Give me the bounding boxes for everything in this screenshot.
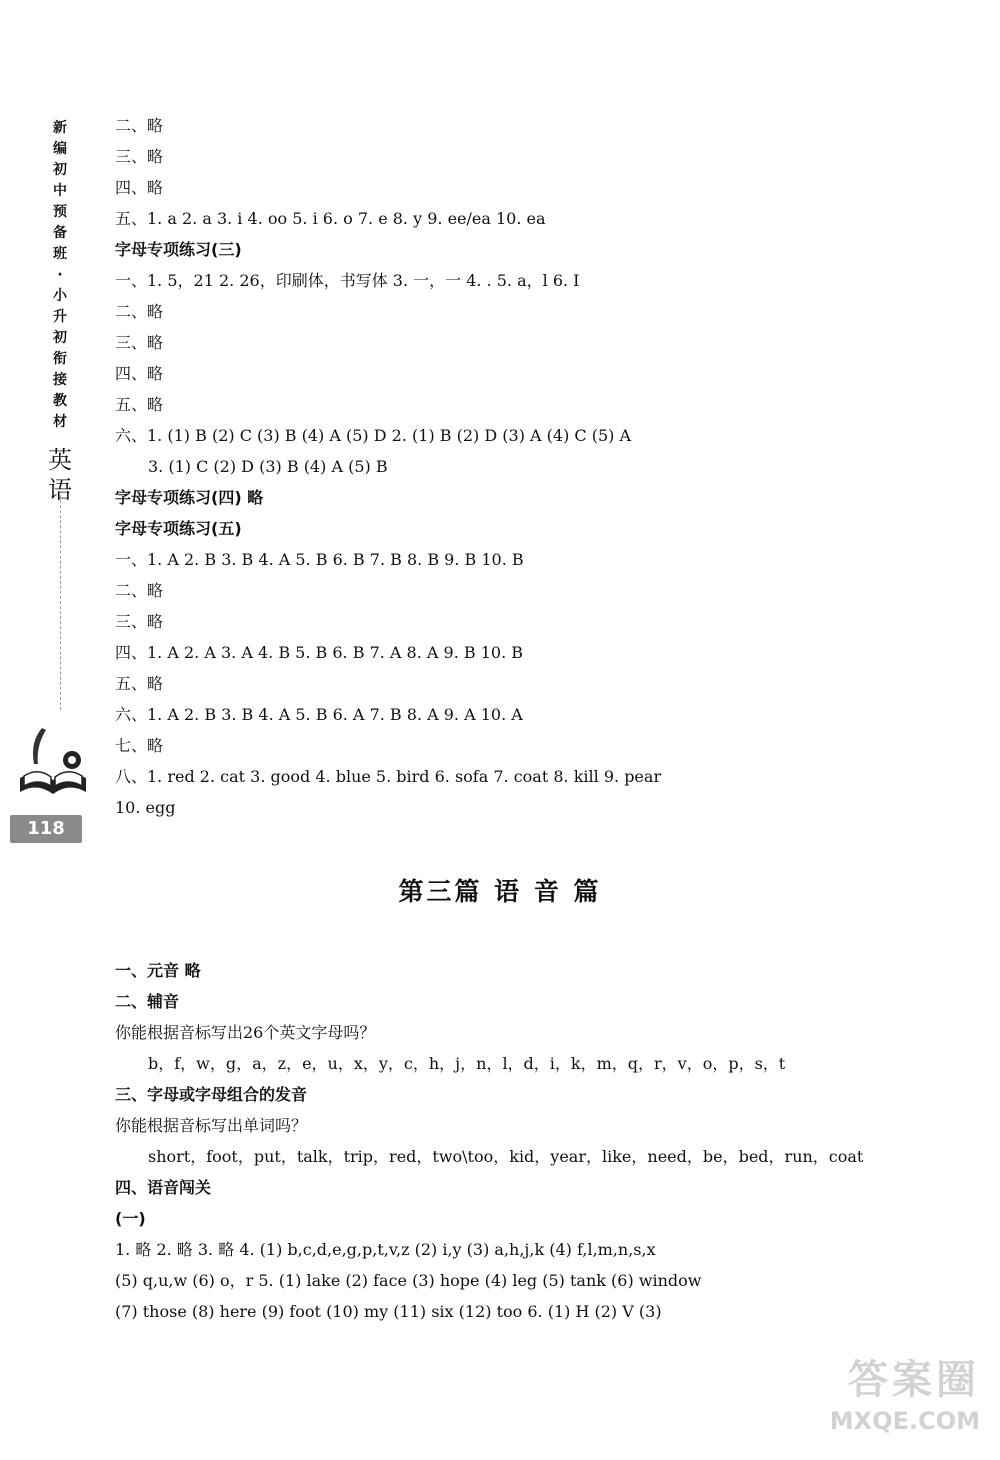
answer-line: 二、略 — [115, 116, 164, 135]
subject-char: 语 — [48, 476, 72, 504]
answer-line: (5) q,u,w (6) o，r 5. (1) lake (2) face (3) hope (4) leg (5) tank (6) window — [115, 1271, 702, 1290]
answer-line: 六、1. A 2. B 3. B 4. A 5. B 6. A 7. B 8. A 9. A 10. A — [115, 705, 523, 724]
sidebar-char: · — [57, 267, 63, 283]
answer-line: b，f，w，g，a，z，e，u，x，y，c，h，j，n，l，d，i，k，m，q，r，v，o，p，s，t — [148, 1054, 786, 1073]
sidebar-char: 接 — [53, 372, 67, 388]
answer-line: 一、元音 略 — [115, 961, 201, 980]
sidebar-char: 初 — [53, 330, 67, 346]
answer-line: 五、略 — [115, 674, 164, 693]
answer-line: 字母专项练习(三) — [115, 240, 242, 259]
answer-line: 四、略 — [115, 178, 164, 197]
answer-line: 二、略 — [115, 581, 164, 600]
answer-line: 三、略 — [115, 147, 164, 166]
answer-line: 四、略 — [115, 364, 164, 383]
sidebar-char: 备 — [53, 225, 67, 241]
answer-line: 三、略 — [115, 612, 164, 631]
sidebar-char: 升 — [53, 309, 67, 325]
sidebar-char: 中 — [53, 183, 67, 199]
answer-line: 字母专项练习(四) 略 — [115, 488, 264, 507]
answer-line: 你能根据音标写出单词吗？ — [115, 1116, 308, 1135]
answer-line: 四、语音闯关 — [115, 1178, 212, 1197]
answer-line: 一、1. A 2. B 3. B 4. A 5. B 6. B 7. B 8. B 9. B 10. B — [115, 550, 524, 569]
sidebar-char: 教 — [53, 393, 67, 409]
sidebar-char: 初 — [53, 162, 67, 178]
section-title: 第三篇 语 音 篇 — [398, 877, 602, 906]
answer-line: 五、1. a 2. a 3. i 4. oo 5. i 6. o 7. e 8. y 9. ee/ea 10. ea — [115, 209, 546, 228]
watermark-line2: MXQE.COM — [829, 1407, 980, 1435]
answer-line: 五、略 — [115, 395, 164, 414]
answer-line: 三、字母或字母组合的发音 — [115, 1085, 308, 1104]
sidebar-char: 新 — [53, 120, 67, 136]
answer-line: 字母专项练习(五) — [115, 519, 242, 538]
side-banner — [40, 118, 80, 505]
answer-list-bottom — [115, 955, 915, 1327]
decorative-dashed-line — [60, 495, 61, 710]
answer-line: short，foot，put，talk，trip，red，two\too，kid，year，like，need，be，bed，run，coat — [148, 1147, 864, 1166]
answer-line: 3. (1) C (2) D (3) B (4) A (5) B — [148, 457, 388, 476]
sidebar-char: 小 — [53, 288, 67, 304]
answer-line: 10. egg — [115, 798, 176, 817]
sidebar-char: 衔 — [53, 351, 67, 367]
page-number: 118 — [10, 815, 82, 843]
answer-line: 1. 略 2. 略 3. 略 4. (1) b,c,d,e,g,p,t,v,z (2) i,y (3) a,h,j,k (4) f,l,m,n,s,x — [115, 1240, 656, 1259]
subject-char: 英 — [48, 446, 72, 474]
answer-line: (一) — [115, 1209, 146, 1228]
sidebar-char: 材 — [53, 414, 67, 430]
answer-line: 八、1. red 2. cat 3. good 4. blue 5. bird 6. sofa 7. coat 8. kill 9. pear — [115, 767, 662, 786]
watermark — [790, 1355, 980, 1450]
answer-line: 六、1. (1) B (2) C (3) B (4) A (5) D 2. (1) B (2) D (3) A (4) C (5) A — [115, 426, 632, 445]
answer-list-top — [115, 110, 915, 823]
answer-line: (7) those (8) here (9) foot (10) my (11) six (12) too 6. (1) H (2) V (3) — [115, 1302, 662, 1321]
answer-line: 四、1. A 2. A 3. A 4. B 5. B 6. B 7. A 8. A 9. B 10. B — [115, 643, 524, 662]
open-book-quill-icon — [12, 720, 94, 802]
answer-line: 一、1. 5，21 2. 26，印刷体，书写体 3. 一，一 4. . 5. a，l 6. I — [115, 271, 580, 290]
sidebar-char: 预 — [53, 204, 67, 220]
answer-line: 二、辅音 — [115, 992, 180, 1011]
sidebar-char: 班 — [53, 246, 67, 262]
watermark-line1: 答案圈 — [848, 1357, 980, 1403]
sidebar-char: 编 — [53, 141, 67, 157]
answer-line: 二、略 — [115, 302, 164, 321]
answer-line: 三、略 — [115, 333, 164, 352]
answer-line: 七、略 — [115, 736, 164, 755]
answer-line: 你能根据音标写出26个英文字母吗？ — [115, 1023, 376, 1042]
